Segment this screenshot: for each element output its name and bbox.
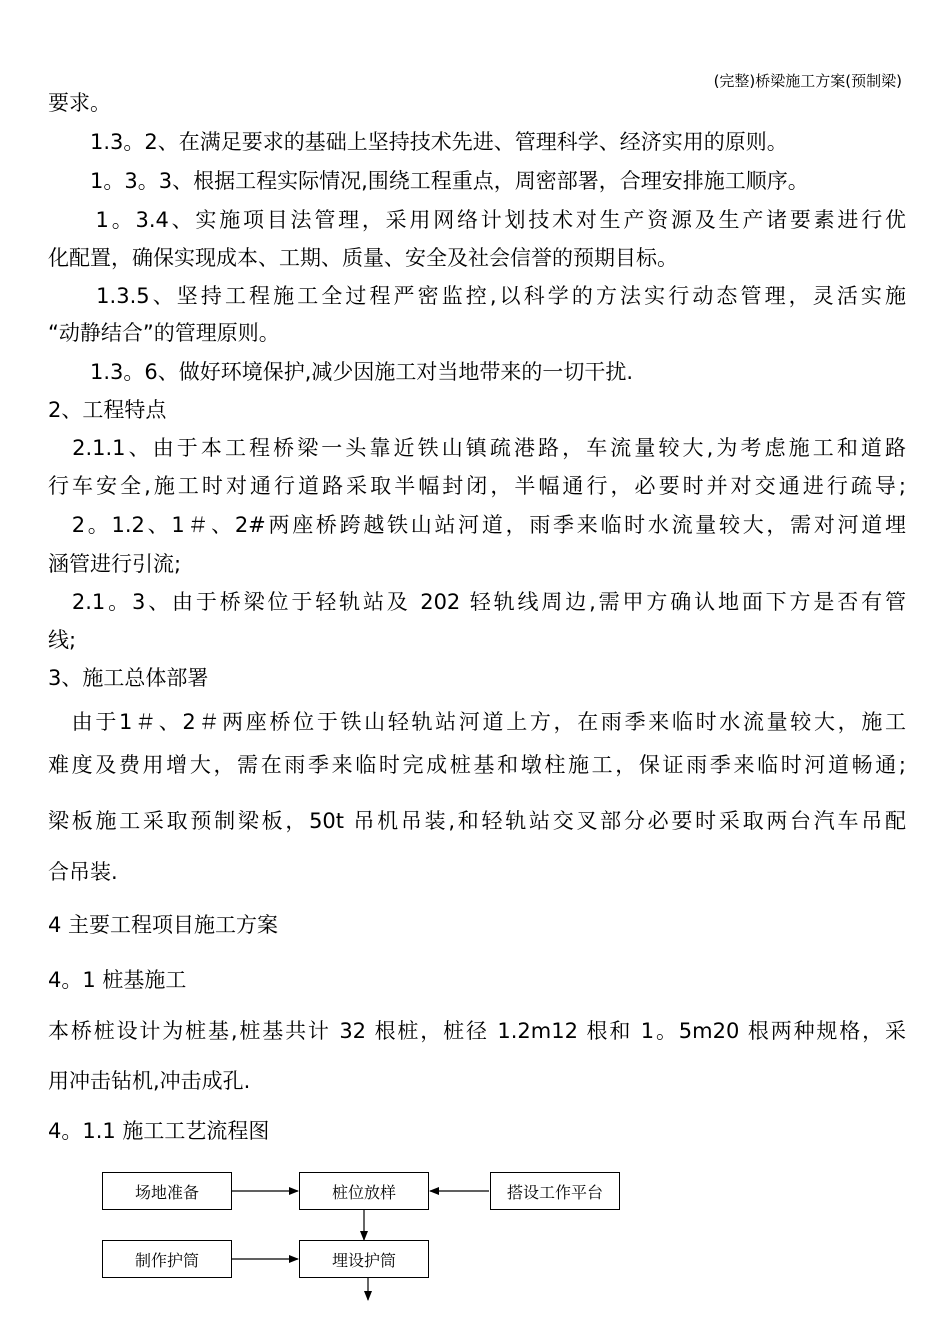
- text-line: 本桥桩设计为桩基,桩基共计 32 根桩，桩径 1.2m12 根和 1。5m20 根两种规格，采: [48, 1019, 906, 1043]
- text-line: 行车安全,施工时对通行道路采取半幅封闭，半幅通行，必要时并对交通进行疏导;: [48, 474, 906, 498]
- text-line: 化配置，确保实现成本、工期、质量、安全及社会信誉的预期目标。: [48, 246, 678, 270]
- text-line: 难度及费用增大，需在雨季来临时完成桩基和墩柱施工，保证雨季来临时河道畅通;: [48, 753, 906, 777]
- subsection-heading: 4。1 桩基施工: [48, 968, 187, 992]
- section-heading: 3、施工总体部署: [48, 666, 209, 690]
- text-line: 1.3.5、坚持工程施工全过程严密监控,以科学的方法实行动态管理，灵活实施: [48, 284, 906, 308]
- text-line: 线;: [48, 628, 77, 652]
- flow-box-bury-casing: 埋设护筒: [299, 1240, 429, 1278]
- section-heading: 2、工程特点: [48, 398, 167, 422]
- text-line: 1.3。2、在满足要求的基础上坚持技术先进、管理科学、经济实用的原则。: [48, 130, 788, 154]
- text-line: 合吊装.: [48, 860, 118, 884]
- text-line: 梁板施工采取预制梁板，50t 吊机吊装,和轻轨站交叉部分必要时采取两台汽车吊配: [48, 809, 906, 833]
- text-line: 1。3。3、根据工程实际情况,围绕工程重点，周密部署，合理安排施工顺序。: [48, 169, 809, 193]
- text-line: 涵管进行引流;: [48, 552, 182, 576]
- flow-box-site-prep: 场地准备: [102, 1172, 232, 1210]
- text-line: 1。3.4、实施项目法管理，采用网络计划技术对生产资源及生产诸要素进行优: [48, 208, 906, 232]
- text-line: 1.3。6、做好环境保护,减少因施工对当地带来的一切干扰.: [48, 360, 634, 384]
- text-line: 2.1。3、由于桥梁位于轻轨站及 202 轻轨线周边,需甲方确认地面下方是否有管: [48, 590, 906, 614]
- text-line: 由于1＃、2＃两座桥位于铁山轻轨站河道上方，在雨季来临时水流量较大，施工: [48, 710, 906, 734]
- text-line: “动静结合”的管理原则。: [48, 321, 280, 345]
- text-line: 用冲击钻机,冲击成孔.: [48, 1069, 251, 1093]
- text-line: 要求。: [48, 91, 111, 115]
- text-line: 2.1.1、由于本工程桥梁一头靠近铁山镇疏港路，车流量较大,为考虑施工和道路: [48, 436, 906, 460]
- running-header: (完整)桥梁施工方案(预制梁): [713, 72, 902, 90]
- flow-box-pile-layout: 桩位放样: [299, 1172, 429, 1210]
- subsection-heading: 4。1.1 施工工艺流程图: [48, 1119, 270, 1143]
- flow-box-make-casing: 制作护筒: [102, 1240, 232, 1278]
- text-line: 2。1.2、1＃、2#两座桥跨越铁山站河道，雨季来临时水流量较大，需对河道埋: [48, 513, 906, 537]
- flow-box-platform: 搭设工作平台: [490, 1172, 620, 1210]
- section-heading: 4 主要工程项目施工方案: [48, 913, 279, 937]
